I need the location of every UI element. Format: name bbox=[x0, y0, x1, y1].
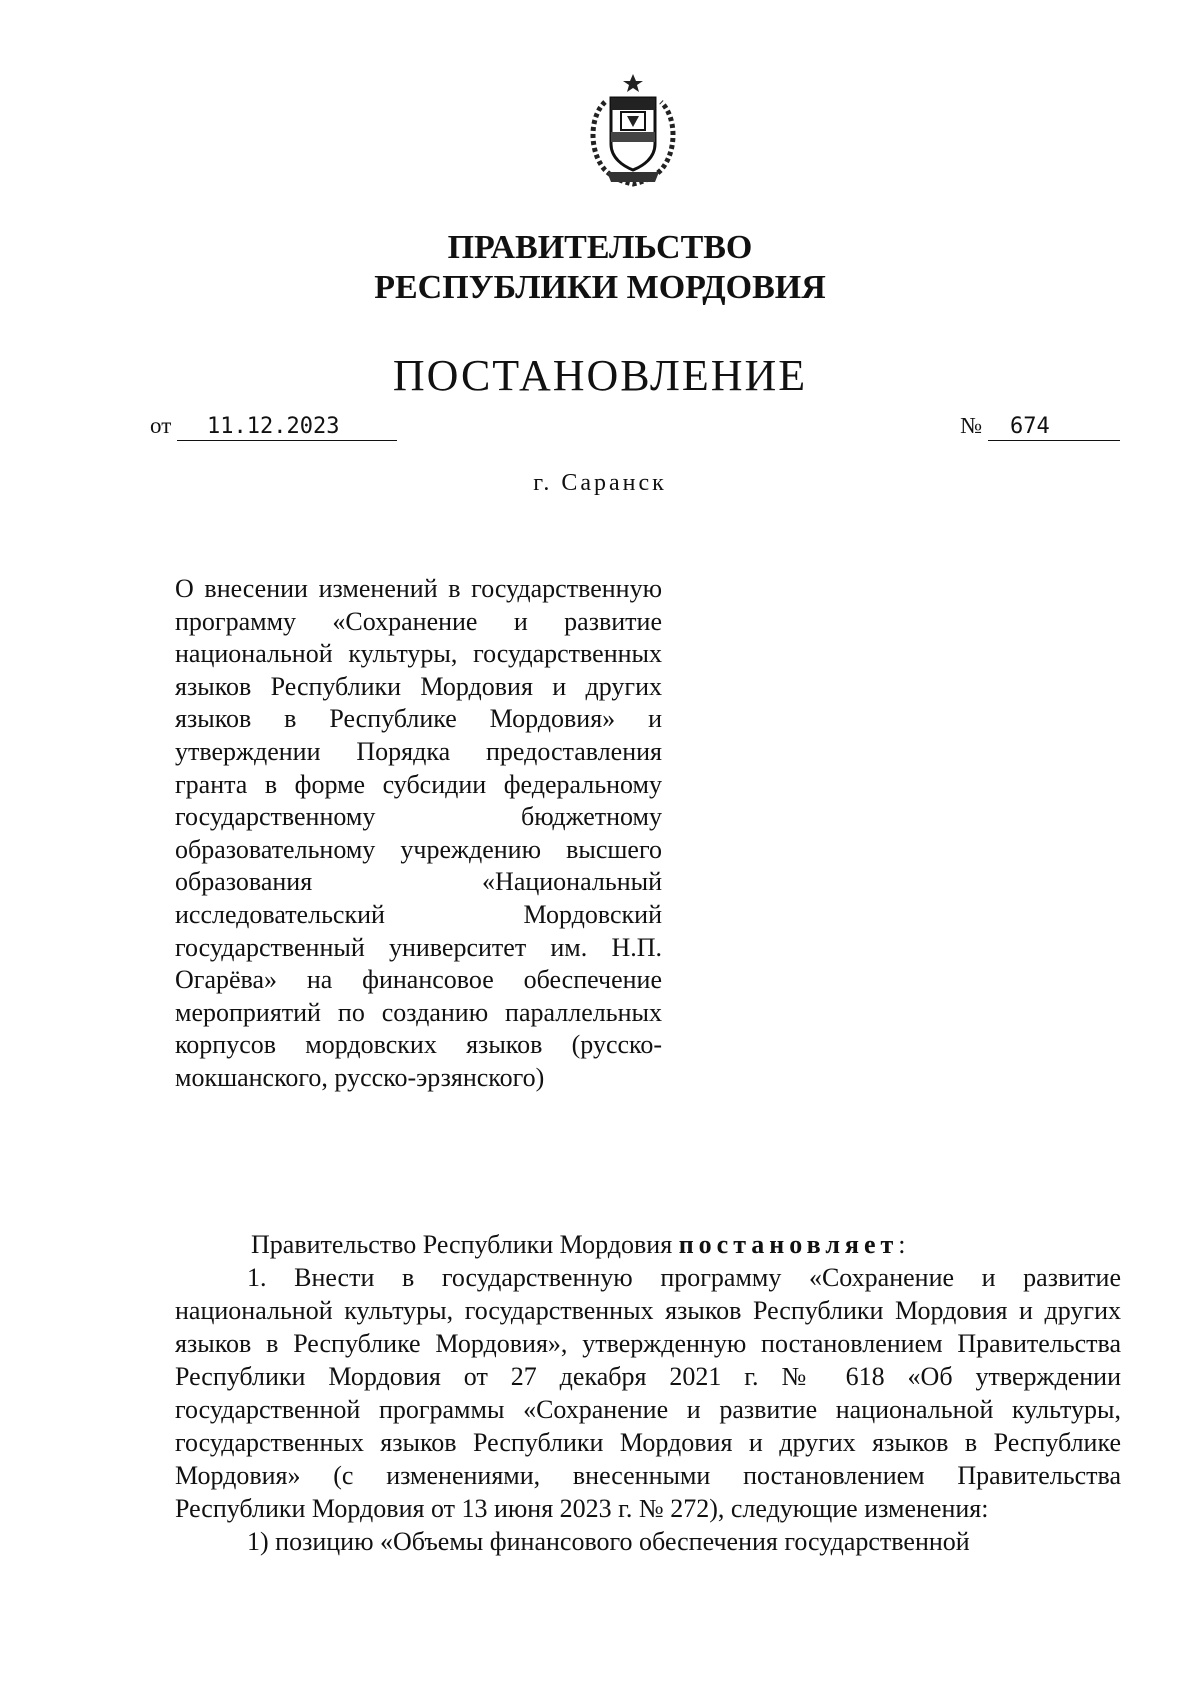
intro-paragraph bbox=[175, 1228, 1121, 1261]
item-1-paragraph: 1. Внести в государственную программу «Сохранение и развитие национальной культуры, государственных языков Республики Мордовия и других языков в Республике Мордовия», утвержденную постановлением Правительства Республики Мордовия от 27 декабря 2021 г. № 618 «Об утверждении государственной программы «Сохранение и развитие национальной культуры, государственных языков Республики Мордовия и других языков в Республике Мордовия» (с изменениями, внесенными постановлением Правительства Республики Мордовия от 13 июня 2023 г. № 272), следующие изменения: bbox=[175, 1263, 1121, 1523]
date-prefix: от bbox=[150, 413, 172, 438]
intro-end: : bbox=[898, 1230, 906, 1259]
intro-action: постановляет bbox=[678, 1230, 899, 1259]
city-name: г. Саранск bbox=[533, 470, 667, 496]
coat-of-arms-icon bbox=[583, 72, 683, 190]
date-value: 11.12.2023 bbox=[177, 414, 397, 441]
document-date bbox=[150, 413, 397, 441]
document-body bbox=[175, 1228, 1121, 1558]
number-prefix: № bbox=[960, 413, 983, 438]
number-value: 674 bbox=[988, 414, 1120, 441]
document-number bbox=[960, 413, 1120, 441]
government-name-line2: РЕСПУБЛИКИ МОРДОВИЯ bbox=[374, 269, 826, 306]
document-subject: О внесении изменений в государственную программу «Сохранение и развитие национальной культуры, государственных языков Республики Мордовия и других языков в Республике Мордовия» и утверждении Порядка предоставления гранта в форме субсидии федеральному государственному бюджетному образовательному учреждению высшего образования «Национальный исследовательский Мордовский государственный университет им. Н.П. Огарёва» на финансовое обеспечение мероприятий по созданию параллельных корпусов мордовских языков (русско-мокшанского, русско-эрзянского) bbox=[175, 574, 662, 1092]
item-1-1-paragraph: 1) позицию «Объемы финансового обеспечения государственной bbox=[247, 1527, 970, 1556]
intro-text: Правительство Республики Мордовия bbox=[251, 1230, 673, 1259]
document-type-heading: ПОСТАНОВЛЕНИЕ bbox=[392, 351, 808, 400]
government-name-line1: ПРАВИТЕЛЬСТВО bbox=[447, 229, 753, 266]
